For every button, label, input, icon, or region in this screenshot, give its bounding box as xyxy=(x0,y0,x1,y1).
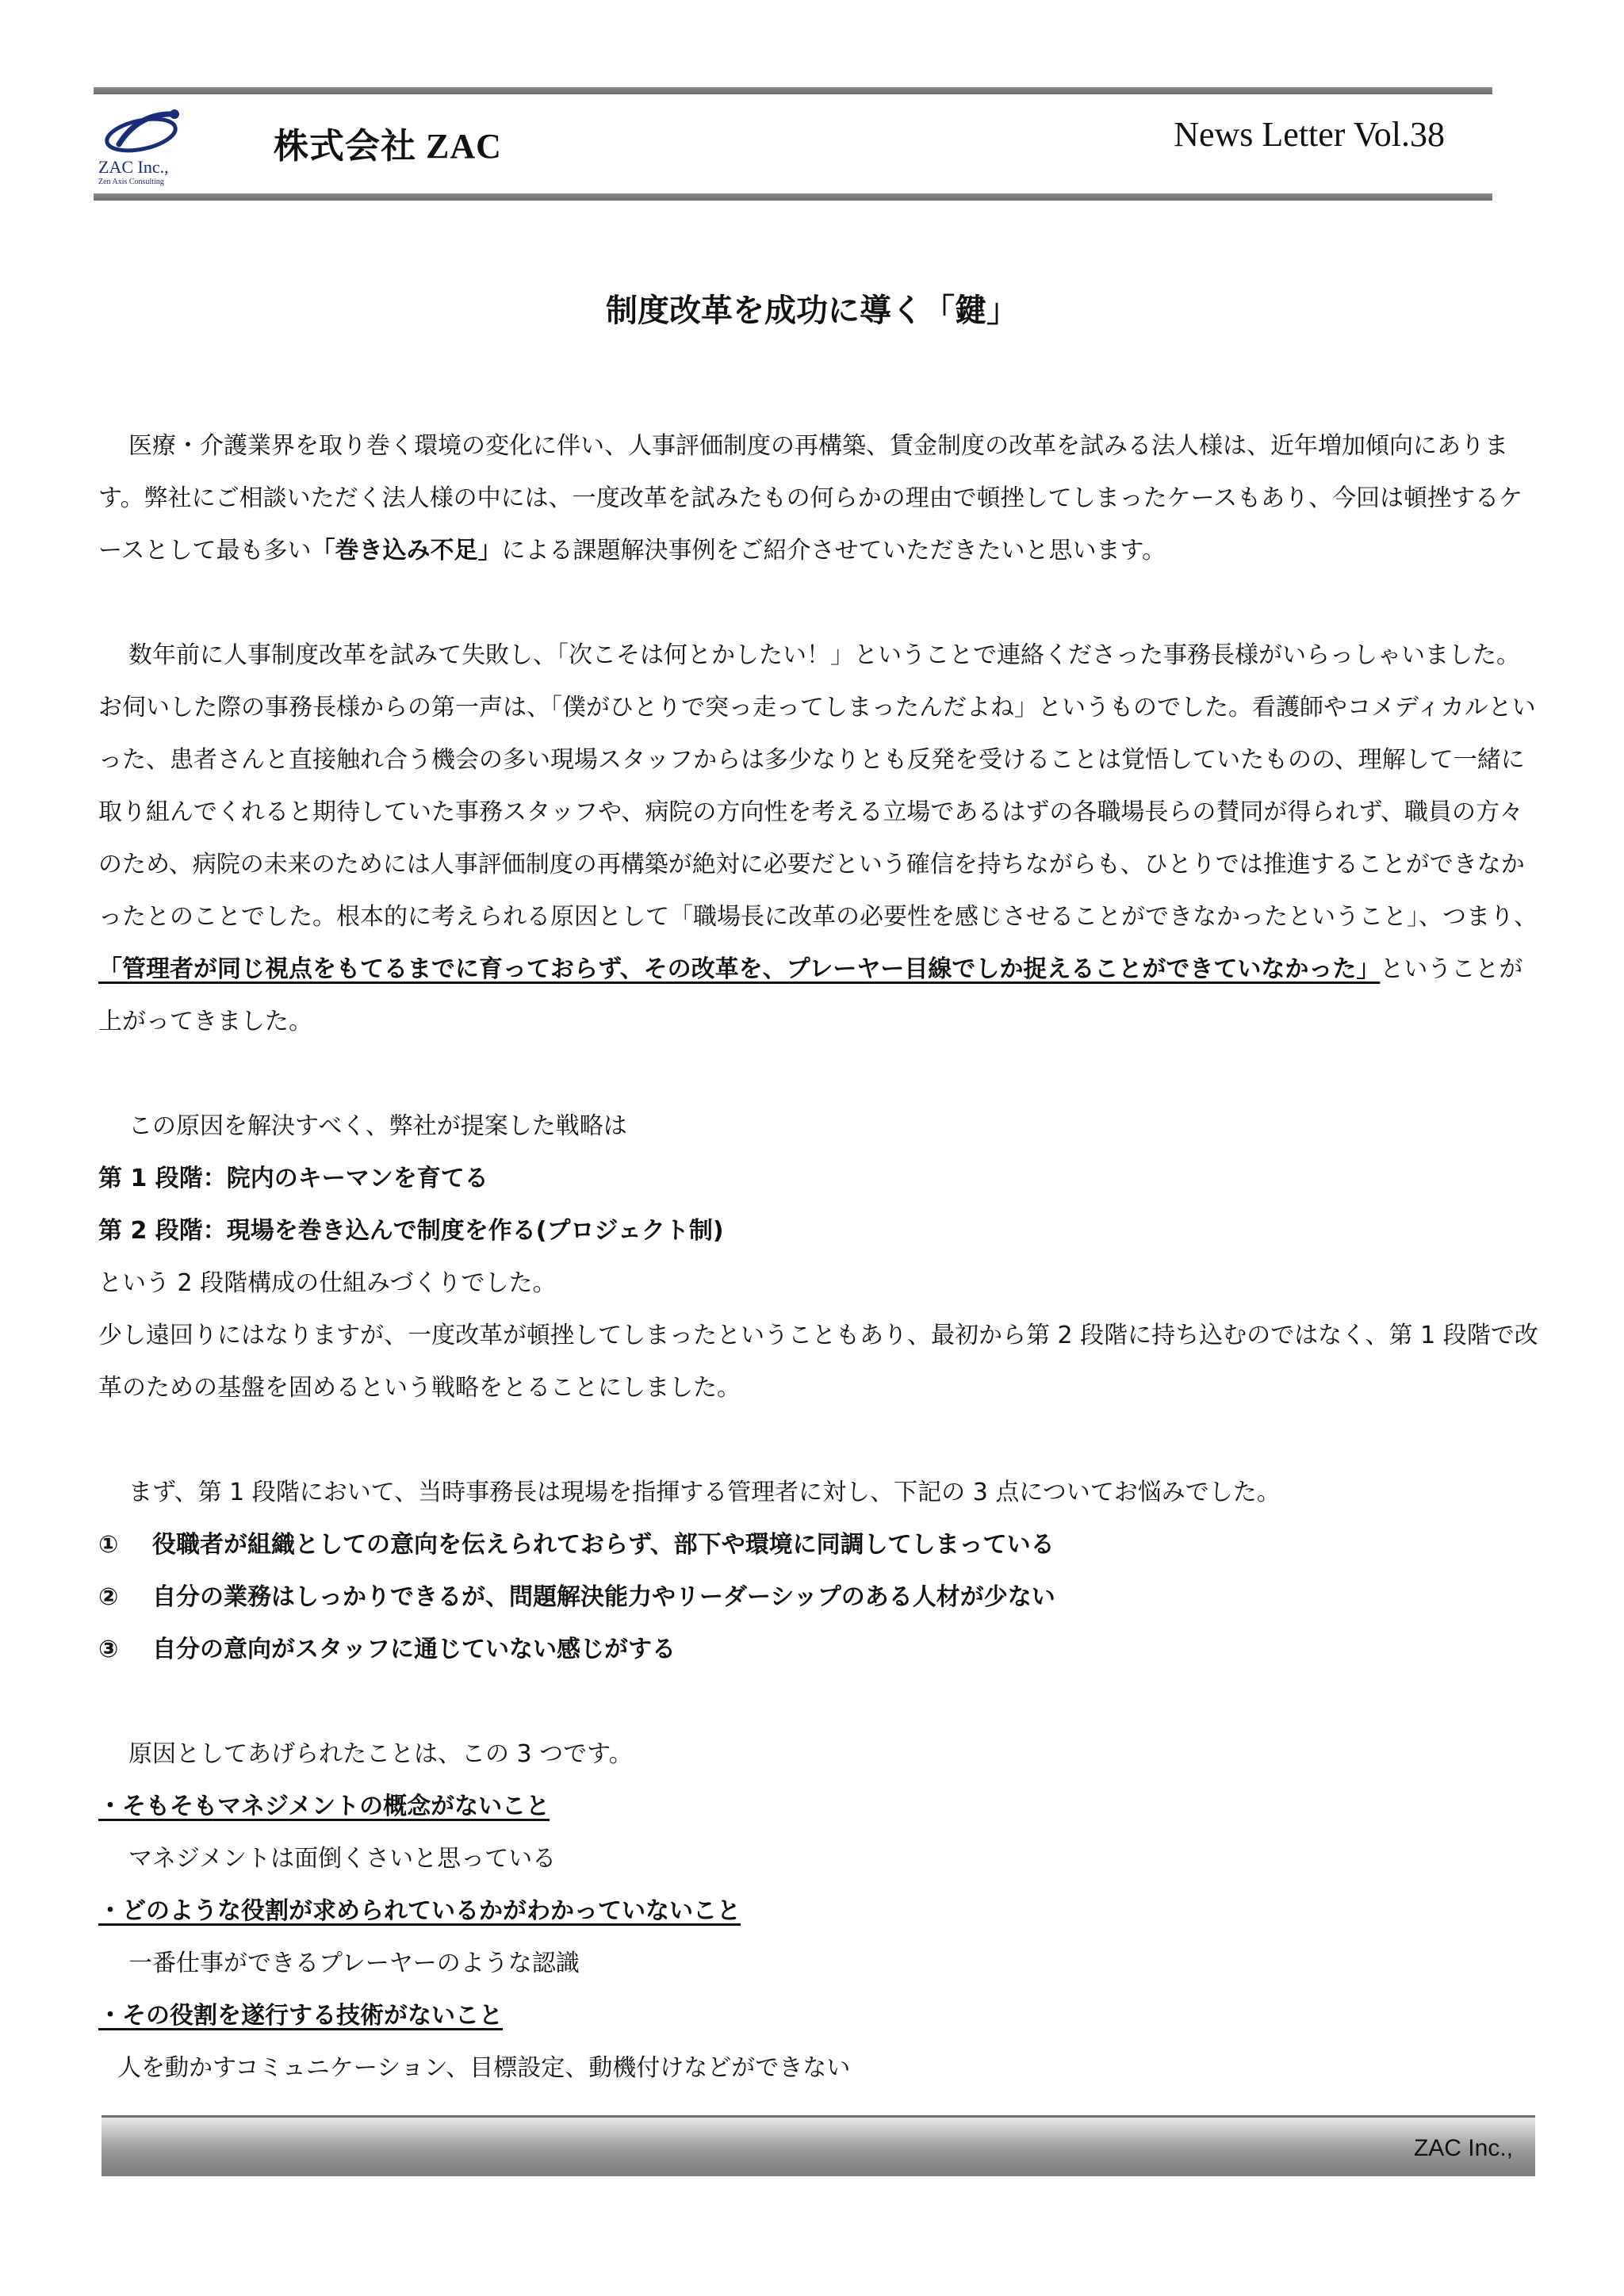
article-body xyxy=(98,420,1542,2095)
company-name: 株式会社 ZAC xyxy=(274,127,502,166)
concerns-intro: まず、第 1 段階において、当時事務長は現場を指揮する管理者に対し、下記の 3 点についてお悩みでした。 xyxy=(128,1479,1281,1506)
footer-bar xyxy=(102,2115,1535,2176)
list-item: ③ 自分の意向がスタッフに通じていない感じがする xyxy=(98,1636,676,1663)
cause-title: ・その役割を遂行する技術がないこと xyxy=(98,2002,503,2030)
paragraph-case: 数年前に人事制度改革を試みて失敗し、「次こそは何とかしたい！」ということで連絡くださった事務長様がいらっしゃいました。お伺いした際の事務長様からの第一声は、「僕がひとりで突っ走ってしまったんだよね」というものでした。看護師やコメディカルといった、患者さんと直接触れ合う機会の多い現場スタッフからは多少なりとも反発を受けることは覚悟していたものの、理解して一緒に取り組んでくれると期待していた事務スタッフや、病院の方向性を考える立場であるはずの各職場長らの賛同が得られず、職員の方々のため、病院の未来のためには人事評価制度の再構築が絶対に必要だという確信を持ちながらも、ひとりでは推進することができなかったとのことでした。根本的に考えられる原因として「職場長に改革の必要性を感じさせることができなかったということ」、つまり、「管理者が同じ視点をもてるまでに育っておらず、その改革を、プレーヤー目線でしか捉えることができていなかった」ということが上がってきました。 xyxy=(98,641,1538,1035)
emphasis-underlined-text: 「管理者が同じ視点をもてるまでに育っておらず、その改革を、プレーヤー目線でしか捉えることができていなかった」 xyxy=(98,955,1381,983)
logo-swoosh-icon xyxy=(95,105,194,160)
logo-subtitle: Zen Axis Consulting xyxy=(98,178,164,186)
cause-title: ・どのような役割が求められているかがわかっていないこと xyxy=(98,1897,741,1925)
paragraph-intro: 医療・介護業界を取り巻く環境の変化に伴い、人事評価制度の再構築、賃金制度の改革を試みる法人様は、近年増加傾向にあります。弊社にご相談いただく法人様の中には、一度改革を試みたもの何らかの理由で頓挫してしまったケースもあり、今回は頓挫するケースとして最も多い「巻き込み不足」による課題解決事例をご紹介させていただきたいと思います。 xyxy=(98,432,1523,564)
cause-description: 人を動かすコミュニケーション、目標設定、動機付けなどができない xyxy=(117,2054,851,2082)
company-logo xyxy=(95,105,194,192)
causes-intro: 原因としてあげられたことは、この 3 つです。 xyxy=(128,1740,633,1768)
strategy-step-1: 第 1 段階：院内のキーマンを育てる xyxy=(98,1165,488,1192)
strategy-intro: この原因を解決すべく、弊社が提案した戦略は xyxy=(128,1112,627,1140)
cause-description: 一番仕事ができるプレーヤーのような認識 xyxy=(128,1950,580,1977)
emphasis-text: 「巻き込み不足」 xyxy=(311,537,502,564)
footer-company: ZAC Inc., xyxy=(1413,2135,1513,2161)
logo-name: ZAC Inc., xyxy=(98,157,169,177)
strategy-step-2: 第 2 段階：現場を巻き込んで制度を作る(プロジェクト制) xyxy=(98,1217,724,1245)
list-item: ② 自分の業務はしっかりできるが、問題解決能力やリーダーシップのある人材が少ない xyxy=(98,1583,1055,1611)
cause-title: ・そもそもマネジメントの概念がないこと xyxy=(98,1793,550,1820)
strategy-summary: という 2 段階構成の仕組みづくりでした。 xyxy=(98,1269,557,1297)
cause-description: マネジメントは面倒くさいと思っている xyxy=(128,1845,557,1873)
newsletter-volume: News Letter Vol.38 xyxy=(1174,115,1445,154)
header-top-rule xyxy=(94,87,1492,94)
article-title: 制度改革を成功に導く「鍵」 xyxy=(606,293,1018,329)
header-bottom-rule xyxy=(94,193,1492,201)
strategy-detail: 少し遠回りにはなりますが、一度改革が頓挫してしまったということもあり、最初から第 2 段階に持ち込むのではなく、第 1 段階で改革のための基盤を固めるという戦略をとることにしました。 xyxy=(98,1322,1538,1402)
list-item: ① 役職者が組織としての意向を伝えられておらず、部下や環境に同調してしまっている xyxy=(98,1531,1055,1559)
